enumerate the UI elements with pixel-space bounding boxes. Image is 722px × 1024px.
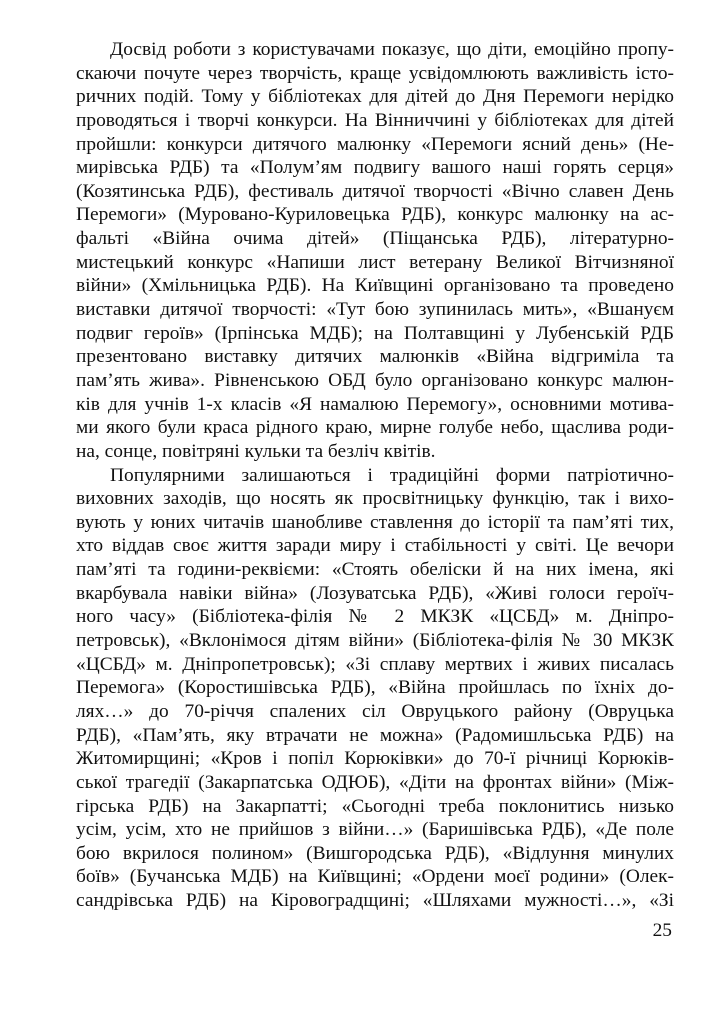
text-line: на, сонце, повітряні кульки та безліч квітів. (76, 440, 436, 462)
text-line: гірська РДБ) на Закарпатті; «Сьогодні треба поклонитись низько (76, 795, 674, 817)
paragraph-2 (76, 464, 674, 913)
text-line: Житомирщині; «Кров і попіл Корюківки» до 70-ї річниці Корюків- (76, 748, 674, 770)
text-line: подвиг героїв» (Ірпінська МДБ); на Полтавщині у Лубенській РДБ (76, 322, 674, 344)
text-line: РДБ), «Пам’ять, яку втрачати не можна» (Радомишльська РДБ) на (76, 724, 674, 746)
text-line: мирівська РДБ) та «Полум’ям подвигу вашого наші горять серця» (76, 157, 674, 179)
text-line: виставки дитячої творчості: «Тут бою зупинилась мить», «Вшануєм (76, 299, 674, 321)
text-line: ської трагедії (Закарпатська ОДЮБ), «Діти на фронтах війни» (Між- (76, 771, 674, 793)
text-line: Перемоги» (Мурoвано-Куриловецька РДБ), конкурс малюнку на ас- (76, 204, 674, 226)
text-line: вують у юних читачів шанобливе ставлення до історії та пам’яті тих, (76, 511, 674, 533)
text-line: Перемога» (Коростишівська РДБ), «Війна пройшлась по їхніх до- (76, 677, 674, 699)
text-line: Популярними залишаються і традиційні форми патріотично- (110, 464, 674, 486)
text-line: мистецький конкурс «Напиши лист ветерану Великої Вітчизняної (76, 251, 674, 273)
text-line: «ЦСБД» м. Дніпропетровськ); «Зі сплаву мертвих і живих писалась (76, 653, 674, 675)
text-line: ми якого були краса рідного краю, мирне голубе небо, щаслива роди- (76, 417, 674, 439)
text-line: презентовано виставку дитячих малюнків «Війна відгриміла та (76, 346, 674, 368)
text-line: скаючи почуте через творчість, краще усвідомлюють важливість істо- (76, 62, 674, 84)
text-line: ного часу» (Бібліотека-філія № 2 МКЗК «ЦСБД» м. Дніпро- (76, 606, 674, 628)
text-line: виховних заходів, що носять як просвітницьку функцію, так і вихо- (76, 488, 674, 510)
text-line: ків для учнів 1-х класів «Я намалюю Перемогу», основними мотива- (76, 393, 674, 415)
text-line: вкарбувала навіки війна» (Лозуватська РДБ), «Живі голоси героїч- (76, 582, 674, 604)
text-line: лях…» до 70-річчя спалених сіл Овруцького району (Овруцька (76, 700, 674, 722)
text-line: пам’яті та години-реквієми: «Стоять обеліски й на них імена, які (76, 559, 674, 581)
text-line: війни» (Хмільницька РДБ). На Київщині організовано та проведено (76, 275, 674, 297)
text-line: Досвід роботи з користувачами показує, що діти, емоційно пропу- (110, 39, 674, 60)
text-line: проводяться і творчі конкурси. На Вінниччині у бібліотеках для дітей (76, 109, 674, 131)
text-line: боїв» (Бучанська МДБ) на Київщині; «Ордени моєї родини» (Олек- (76, 866, 674, 888)
text-line: бою вкрилося полином» (Вишгородська РДБ), «Відлуння минулих (76, 842, 674, 864)
text-line: (Козятинська РДБ), фестиваль дитячої творчості «Вічно славен День (76, 180, 674, 202)
text-line: фальті «Війна очима дітей» (Піщанська РДБ), літературно- (76, 228, 674, 250)
text-line: пройшли: конкурси дитячого малюнку «Перемоги ясний день» (Не- (76, 133, 674, 155)
text-line: усім, усім, хто не прийшов з війни…» (Баришівська РДБ), «Де поле (76, 819, 674, 841)
text-line: хто віддав своє життя заради миру і стабільності у світі. Це вечори (76, 535, 674, 557)
text-line: пам’ять жива». Рівненською ОБД було організовано конкурс малюн- (76, 369, 674, 391)
text-line: сандрівська РДБ) на Кіровоградщині; «Шляхами мужності…», «Зі (76, 890, 674, 912)
text-line: петровськ), «Вклонімося дітям війни» (Бібліотека-філія № 30 МКЗК (76, 630, 674, 652)
body-text (76, 38, 674, 913)
text-line: ричних подій. Тому у бібліотеках для дітей до Дня Перемоги нерідко (76, 86, 674, 108)
page-number: 25 (652, 920, 672, 941)
paragraph-1 (76, 38, 674, 464)
